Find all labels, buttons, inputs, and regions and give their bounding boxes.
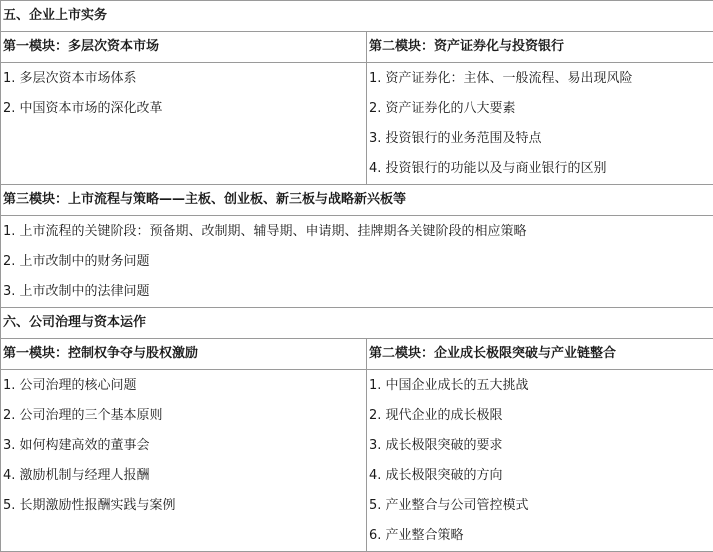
list-item: 2. 资产证券化的八大要素 — [369, 101, 516, 116]
list-item: 1. 中国企业成长的五大挑战 — [369, 378, 529, 393]
section-5-title: 五、企业上市实务 — [1, 1, 713, 32]
section-6-module-1-list — [1, 370, 367, 552]
list-item: 2. 中国资本市场的深化改革 — [3, 101, 163, 116]
list-item: 1. 上市流程的关键阶段：预备期、改制期、辅导期、申请期、挂牌期各关键阶段的相应策略 — [3, 224, 527, 239]
section-5-module-3-title: 第三模块：上市流程与策略——主板、创业板、新三板与战略新兴板等 — [1, 185, 713, 216]
section-6-module-2-list — [367, 370, 713, 552]
section-5-module-1-list — [1, 63, 367, 185]
list-item: 5. 产业整合与公司管控模式 — [369, 498, 529, 513]
list-item: 1. 多层次资本市场体系 — [3, 71, 137, 86]
list-item: 3. 如何构建高效的董事会 — [3, 438, 150, 453]
list-item: 5. 长期激励性报酬实践与案例 — [3, 498, 176, 513]
list-item: 4. 投资银行的功能以及与商业银行的区别 — [369, 161, 607, 176]
section-5-module-3-list — [1, 216, 713, 308]
section-6-title: 六、公司治理与资本运作 — [1, 308, 713, 339]
section-5-module-2-title: 第二模块：资产证券化与投资银行 — [367, 32, 713, 63]
list-item: 6. 产业整合策略 — [369, 528, 464, 543]
section-6-module-2-title: 第二模块：企业成长极限突破与产业链整合 — [367, 339, 713, 370]
section-6-module-1-title: 第一模块：控制权争夺与股权激励 — [1, 339, 367, 370]
section-5-module-1-title: 第一模块：多层次资本市场 — [1, 32, 367, 63]
list-item: 3. 投资银行的业务范围及特点 — [369, 131, 542, 146]
list-item: 3. 上市改制中的法律问题 — [3, 284, 150, 299]
list-item: 2. 公司治理的三个基本原则 — [3, 408, 163, 423]
list-item: 1. 公司治理的核心问题 — [3, 378, 137, 393]
list-item: 2. 现代企业的成长极限 — [369, 408, 503, 423]
section-5-module-2-list — [367, 63, 713, 185]
list-item: 2. 上市改制中的财务问题 — [3, 254, 150, 269]
list-item: 4. 激励机制与经理人报酬 — [3, 468, 150, 483]
list-item: 1. 资产证券化：主体、一般流程、易出现风险 — [369, 71, 633, 86]
list-item: 3. 成长极限突破的要求 — [369, 438, 503, 453]
list-item: 4. 成长极限突破的方向 — [369, 468, 503, 483]
